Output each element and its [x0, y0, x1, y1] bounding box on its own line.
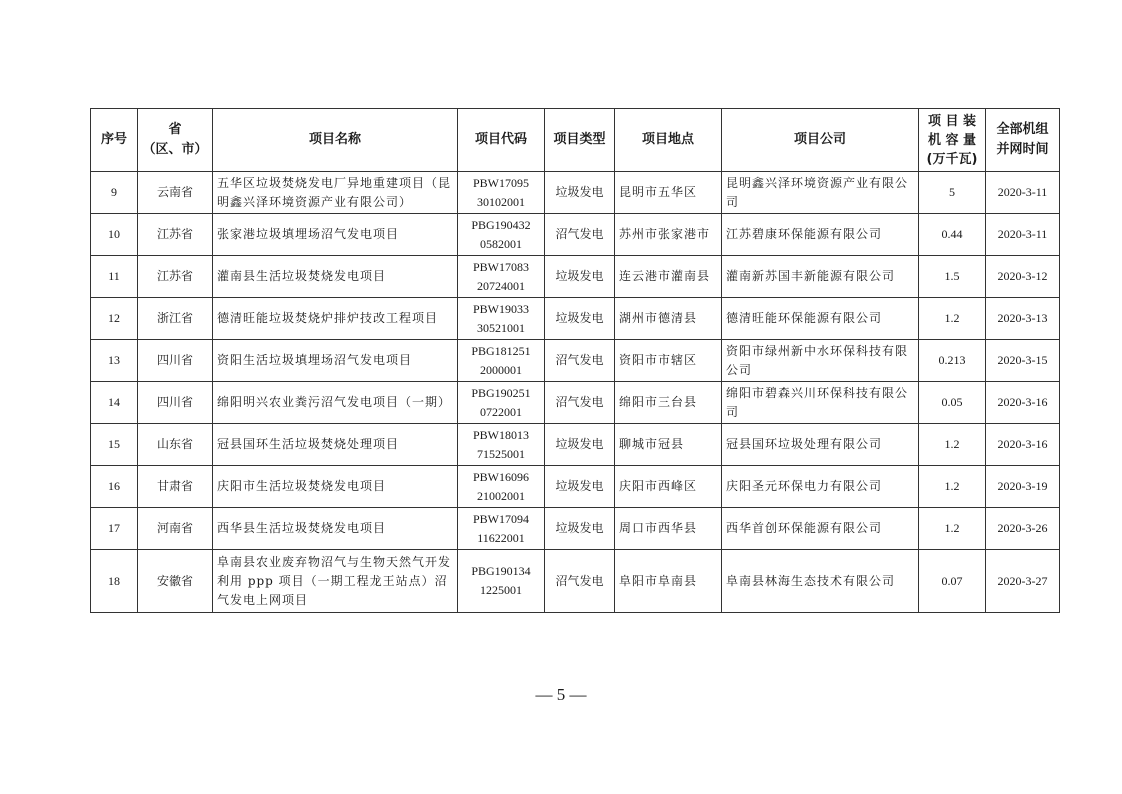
cell-seq: 17 — [91, 508, 138, 550]
cell-date: 2020-3-15 — [986, 340, 1060, 382]
header-name: 项目名称 — [213, 109, 458, 172]
table-row — [91, 382, 1060, 424]
cell-capacity: 1.5 — [919, 256, 986, 298]
cell-capacity: 1.2 — [919, 466, 986, 508]
cell-seq: 11 — [91, 256, 138, 298]
cell-date: 2020-3-13 — [986, 298, 1060, 340]
cell-type: 垃圾发电 — [545, 172, 615, 214]
cell-date: 2020-3-16 — [986, 424, 1060, 466]
cell-company: 德清旺能环保能源有限公司 — [722, 298, 919, 340]
cell-code-line1: PBW17095 — [472, 175, 529, 190]
cell-company: 资阳市绿州新中水环保科技有限公司 — [722, 340, 919, 382]
cell-code — [458, 424, 545, 466]
header-date-line2: 并网时间 — [996, 142, 1049, 157]
cell-location: 阜阳市阜南县 — [615, 550, 722, 613]
cell-company: 灌南新苏国丰新能源有限公司 — [722, 256, 919, 298]
cell-code-line2: 1225001 — [480, 583, 522, 597]
cell-capacity: 0.07 — [919, 550, 986, 613]
cell-code — [458, 340, 545, 382]
table-row — [91, 256, 1060, 298]
header-code: 项目代码 — [458, 109, 545, 172]
table-row — [91, 550, 1060, 613]
header-capacity-line3: (万千瓦) — [926, 151, 978, 167]
cell-code-line1: PBW17094 — [472, 511, 529, 526]
cell-date: 2020-3-19 — [986, 466, 1060, 508]
cell-seq: 16 — [91, 466, 138, 508]
cell-name: 冠县国环生活垃圾焚烧处理项目 — [213, 424, 458, 466]
cell-seq: 18 — [91, 550, 138, 613]
cell-seq: 10 — [91, 214, 138, 256]
cell-code — [458, 466, 545, 508]
cell-code-line1: PBW16096 — [472, 469, 529, 484]
cell-code-line2: 0582001 — [480, 236, 522, 251]
page-number: — 5 — — [535, 685, 587, 704]
cell-name: 绵阳明兴农业粪污沼气发电项目（一期） — [213, 382, 458, 424]
cell-date: 2020-3-11 — [986, 172, 1060, 214]
cell-code-line2: 11622001 — [477, 530, 525, 545]
cell-name: 张家港垃圾填埋场沼气发电项目 — [213, 214, 458, 256]
header-location: 项目地点 — [615, 109, 722, 172]
cell-capacity: 5 — [919, 172, 986, 214]
header-date-line1: 全部机组 — [996, 122, 1049, 137]
cell-type: 沼气发电 — [545, 382, 615, 424]
cell-capacity: 0.05 — [919, 382, 986, 424]
cell-code-line1: PBW19033 — [472, 301, 529, 316]
cell-location: 庆阳市西峰区 — [615, 466, 722, 508]
cell-province: 河南省 — [138, 508, 213, 550]
header-type: 项目类型 — [545, 109, 615, 172]
cell-name: 资阳生活垃圾填埋场沼气发电项目 — [213, 340, 458, 382]
cell-province: 四川省 — [138, 382, 213, 424]
cell-code — [458, 256, 545, 298]
cell-name: 五华区垃圾焚烧发电厂异地重建项目（昆明鑫兴泽环境资源产业有限公司） — [213, 172, 458, 214]
cell-code-line2: 2000001 — [480, 362, 522, 377]
cell-code-line1: PBW18013 — [472, 427, 529, 442]
cell-capacity: 0.44 — [919, 214, 986, 256]
cell-location: 连云港市灌南县 — [615, 256, 722, 298]
cell-code-line1: PBG190432 — [471, 217, 531, 232]
cell-location: 昆明市五华区 — [615, 172, 722, 214]
cell-type: 垃圾发电 — [545, 508, 615, 550]
header-capacity-line2: 机 容 量 — [927, 132, 977, 148]
table-header-row — [91, 109, 1060, 172]
cell-name: 西华县生活垃圾焚烧发电项目 — [213, 508, 458, 550]
table-row — [91, 340, 1060, 382]
cell-province: 浙江省 — [138, 298, 213, 340]
cell-province: 江苏省 — [138, 256, 213, 298]
cell-seq: 15 — [91, 424, 138, 466]
header-capacity-line1: 项 目 装 — [927, 113, 977, 129]
cell-code-line1: PBG181251 — [471, 343, 531, 358]
table-row — [91, 424, 1060, 466]
project-table — [90, 108, 1060, 613]
cell-location: 周口市西华县 — [615, 508, 722, 550]
cell-company: 绵阳市碧森兴川环保科技有限公司 — [722, 382, 919, 424]
cell-code-line1: PBW17083 — [472, 259, 529, 274]
cell-company: 昆明鑫兴泽环境资源产业有限公司 — [722, 172, 919, 214]
cell-province: 四川省 — [138, 340, 213, 382]
cell-date: 2020-3-27 — [986, 550, 1060, 613]
cell-seq: 13 — [91, 340, 138, 382]
cell-name: 德清旺能垃圾焚烧炉排炉技改工程项目 — [213, 298, 458, 340]
header-company: 项目公司 — [722, 109, 919, 172]
cell-company: 冠县国环垃圾处理有限公司 — [722, 424, 919, 466]
cell-code-line2: 0722001 — [480, 404, 522, 419]
table-row — [91, 508, 1060, 550]
cell-code-line1: PBG190251 — [471, 385, 531, 400]
cell-capacity: 1.2 — [919, 298, 986, 340]
cell-code-line2: 21002001 — [477, 488, 525, 503]
cell-type: 沼气发电 — [545, 214, 615, 256]
cell-date: 2020-3-16 — [986, 382, 1060, 424]
cell-seq: 9 — [91, 172, 138, 214]
header-province-line2: （区、市） — [142, 142, 208, 157]
cell-code-line2: 30521001 — [477, 320, 525, 335]
cell-location: 苏州市张家港市 — [615, 214, 722, 256]
cell-code — [458, 214, 545, 256]
cell-company: 西华首创环保能源有限公司 — [722, 508, 919, 550]
cell-type: 垃圾发电 — [545, 256, 615, 298]
cell-province: 甘肃省 — [138, 466, 213, 508]
cell-type: 沼气发电 — [545, 340, 615, 382]
cell-type: 垃圾发电 — [545, 466, 615, 508]
cell-date: 2020-3-11 — [986, 214, 1060, 256]
cell-company: 江苏碧康环保能源有限公司 — [722, 214, 919, 256]
cell-company: 阜南县林海生态技术有限公司 — [722, 550, 919, 613]
header-capacity — [919, 109, 986, 172]
cell-code-line2: 71525001 — [477, 446, 525, 461]
cell-date: 2020-3-26 — [986, 508, 1060, 550]
header-seq: 序号 — [91, 109, 138, 172]
cell-name: 阜南县农业废弃物沼气与生物天然气开发利用 ppp 项目（一期工程龙王站点）沼气发电上网项目 — [213, 550, 458, 613]
cell-province: 云南省 — [138, 172, 213, 214]
cell-province: 山东省 — [138, 424, 213, 466]
cell-code — [458, 508, 545, 550]
cell-name: 庆阳市生活垃圾焚烧发电项目 — [213, 466, 458, 508]
cell-date: 2020-3-12 — [986, 256, 1060, 298]
cell-location: 绵阳市三台县 — [615, 382, 722, 424]
cell-type: 沼气发电 — [545, 550, 615, 613]
table-row — [91, 298, 1060, 340]
cell-name: 灌南县生活垃圾焚烧发电项目 — [213, 256, 458, 298]
cell-type: 垃圾发电 — [545, 424, 615, 466]
cell-capacity: 1.2 — [919, 508, 986, 550]
table-row — [91, 172, 1060, 214]
cell-seq: 14 — [91, 382, 138, 424]
header-province — [138, 109, 213, 172]
cell-code-line2: 30102001 — [477, 194, 525, 209]
cell-location: 聊城市冠县 — [615, 424, 722, 466]
cell-code-line2: 20724001 — [477, 278, 525, 293]
header-province-line1: 省 — [168, 122, 182, 137]
table-row — [91, 466, 1060, 508]
cell-type: 垃圾发电 — [545, 298, 615, 340]
table-row — [91, 214, 1060, 256]
cell-company: 庆阳圣元环保电力有限公司 — [722, 466, 919, 508]
cell-seq: 12 — [91, 298, 138, 340]
cell-code — [458, 382, 545, 424]
cell-location: 湖州市德清县 — [615, 298, 722, 340]
cell-code-line1: PBG190134 — [471, 564, 531, 578]
cell-capacity: 1.2 — [919, 424, 986, 466]
header-date — [986, 109, 1060, 172]
cell-location: 资阳市市辖区 — [615, 340, 722, 382]
cell-province: 江苏省 — [138, 214, 213, 256]
cell-province: 安徽省 — [138, 550, 213, 613]
cell-code — [458, 298, 545, 340]
cell-code — [458, 550, 545, 613]
cell-capacity: 0.213 — [919, 340, 986, 382]
cell-code — [458, 172, 545, 214]
